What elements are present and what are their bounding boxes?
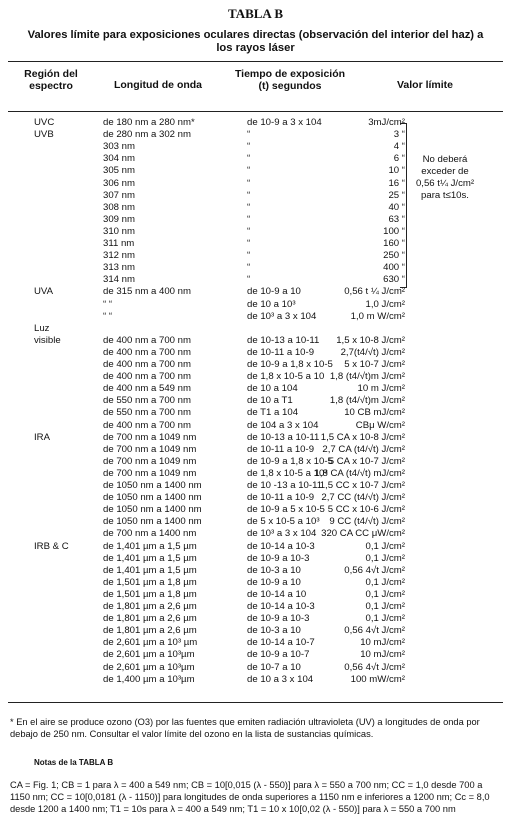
wavelength-cell: de 700 nm a 1049 nm — [103, 443, 197, 455]
table-row — [0, 541, 511, 552]
table-subtitle: Valores límite para exposiciones oculares directas (observación del interior del haz) a los rayos láser — [27, 29, 484, 54]
wavelength-cell: de 1050 nm a 1400 nm — [103, 504, 202, 516]
region-cell: UVA — [34, 286, 54, 298]
wavelength-cell: de 700 nm a 1049 nm — [103, 455, 197, 467]
table-row — [0, 577, 511, 588]
time-cell: de 10-7 a 10 — [247, 661, 301, 673]
value-cell: 40 “ — [388, 201, 405, 213]
value-cell: 10 mJ/cm² — [360, 649, 405, 661]
table-row — [0, 444, 511, 455]
table-row — [0, 214, 511, 225]
value-cell: 0,1 J/cm² — [365, 613, 405, 625]
region-cell: visible — [34, 334, 61, 346]
value-cell: 0,1 J/cm² — [365, 576, 405, 588]
table-row — [0, 238, 511, 249]
value-cell: 3 “ — [393, 129, 405, 141]
wavelength-cell: de 2,601 µm a 10³µm — [103, 661, 195, 673]
time-cell: de 10-9 a 10 — [247, 286, 301, 298]
notes-title: Notas de la TABLA B — [34, 758, 114, 767]
wavelength-cell: 307 nm — [103, 189, 135, 201]
value-cell: 1,0 J/cm² — [365, 298, 405, 310]
time-cell: “ — [247, 225, 251, 237]
time-cell: de 10-9 a 10-3 — [247, 552, 310, 564]
header-top-rule — [8, 61, 503, 62]
wavelength-cell: de 400 nm a 700 nm — [103, 419, 192, 431]
wavelength-cell: “ “ — [103, 298, 113, 310]
time-cell: de 10-13 a 10-11 — [247, 431, 320, 443]
value-cell: 0,56 4√t J/cm² — [344, 661, 405, 673]
wavelength-cell: de 700 nm a 1049 nm — [103, 467, 197, 479]
time-cell: de 10-9 a 10 — [247, 576, 301, 588]
table-row — [0, 335, 511, 346]
table-row — [0, 347, 511, 358]
table-row — [0, 674, 511, 685]
value-cell: 10 “ — [388, 165, 405, 177]
header-value: Valor límite — [396, 79, 454, 91]
table-row — [0, 601, 511, 612]
time-cell: de 1,8 x 10-5 a 10³ — [247, 467, 328, 479]
table-row — [0, 589, 511, 600]
value-cell: 0,1 J/cm² — [365, 601, 405, 612]
time-cell: de 10-14 a 10-3 — [247, 540, 315, 552]
value-cell: 10 m J/cm² — [357, 383, 405, 395]
wavelength-cell: de 550 nm a 700 nm — [103, 395, 192, 407]
time-cell: “ — [247, 201, 251, 213]
table-row — [0, 226, 511, 237]
header-time: Tiempo de exposición (t) segundos — [234, 68, 346, 92]
wavelength-cell: 306 nm — [103, 177, 135, 189]
uvb-bracket — [400, 123, 407, 288]
wavelength-cell: 309 nm — [103, 213, 135, 225]
region-cell: UVC — [34, 117, 55, 128]
table-row — [0, 565, 511, 576]
time-cell: de 10 a 3 x 104 — [247, 673, 314, 685]
time-cell: de 10-3 a 10 — [247, 564, 301, 576]
table-title: TABLA B — [227, 6, 284, 21]
time-cell: de 10-9 a 5 x 10-5 — [247, 504, 325, 516]
time-cell: “ — [247, 129, 251, 141]
value-cell: 1,5 CC x 10-7 J/cm² — [319, 480, 405, 491]
time-cell: de 10-13 a 10-11 — [247, 334, 320, 346]
time-cell: “ — [247, 189, 251, 201]
value-cell: 0,56 4√t J/cm² — [344, 625, 405, 637]
time-cell: de 10-14 a 10 — [247, 588, 307, 600]
value-cell: 0,1 J/cm² — [365, 552, 405, 564]
value-cell: 400 “ — [383, 262, 405, 274]
table-row — [0, 129, 511, 140]
value-cell: 10 mJ/cm² — [360, 637, 405, 649]
table-row — [0, 553, 511, 564]
wavelength-cell: de 700 nm a 1400 nm — [103, 528, 197, 540]
time-cell: “ — [247, 165, 251, 177]
time-cell: de 5 x 10-5 a 10³ — [247, 516, 320, 528]
time-cell: de 10-11 a 10-9 — [247, 346, 315, 358]
table-row — [0, 662, 511, 673]
value-cell: 5 CA x 10-7 J/cm² — [328, 455, 405, 467]
value-cell: 5 CC x 10-6 J/cm² — [327, 504, 405, 516]
time-cell: de T1 a 104 — [247, 407, 299, 419]
wavelength-cell: de 1,400 µm a 10³µm — [103, 673, 195, 685]
wavelength-cell: de 400 nm a 700 nm — [103, 359, 192, 370]
wavelength-cell: 314 nm — [103, 274, 135, 286]
value-cell: 10 CB mJ/cm² — [344, 407, 405, 419]
wavelength-cell: de 1,801 µm a 2,6 µm — [103, 625, 197, 637]
table-row — [0, 456, 511, 467]
table-notes: CA = Fig. 1; CB = 1 para λ = 400 a 549 nm; CB = 10[0,015 (λ - 550)] para λ = 550 a 700 nm; CC = 1,0 desde 700 a 1150 nm; CC = 10[0,0181 (λ - 1150)] para longitudes de onda superiores a 1150 nm e inferiores a 1200 nm; Cc = 8,0 desde 1200 a 1400 nm; T1 = 10s para λ = 400 a 549 nm; T1 = 10 x 10[0,02 (λ - 550)] para λ = 550 a 700 nm — [10, 780, 490, 814]
table-row — [0, 468, 511, 479]
value-cell: 100 “ — [383, 225, 405, 237]
wavelength-cell: 312 nm — [103, 250, 135, 262]
table-bottom-rule — [8, 702, 503, 703]
table-row — [0, 613, 511, 624]
time-cell: “ — [247, 141, 251, 153]
wavelength-cell: de 400 nm a 700 nm — [103, 346, 192, 358]
wavelength-cell: de 1,401 µm a 1,5 µm — [103, 552, 197, 564]
table-row — [0, 202, 511, 213]
table-row — [0, 286, 511, 297]
value-cell: 25 “ — [388, 189, 405, 201]
time-cell: de 10-3 a 10 — [247, 625, 301, 637]
wavelength-cell: 303 nm — [103, 141, 135, 153]
time-cell: de 1,8 x 10-5 a 10 — [247, 371, 325, 383]
table-row — [0, 274, 511, 285]
wavelength-cell: de 1,501 µm a 1,8 µm — [103, 576, 197, 588]
value-cell: 16 “ — [388, 177, 405, 189]
value-cell: 2,7 CA (t4/√t) J/cm² — [322, 443, 405, 455]
region-cell: IRB & C — [34, 540, 69, 552]
value-cell: 63 “ — [388, 213, 405, 225]
region-cell: IRA — [34, 431, 50, 443]
wavelength-cell: 305 nm — [103, 165, 135, 177]
time-cell: “ — [247, 153, 251, 165]
table-row — [0, 504, 511, 515]
table-row — [0, 311, 511, 322]
value-cell: 3mJ/cm² — [368, 117, 405, 128]
wavelength-cell: de 1,401 µm a 1,5 µm — [103, 564, 197, 576]
value-cell: 6 “ — [393, 153, 405, 165]
value-cell: 1,5 CA x 10-8 J/cm² — [320, 431, 405, 443]
time-cell: de 10³ a 3 x 104 — [247, 310, 317, 322]
time-cell: de 10-9 a 1,8 x 10-5 — [247, 359, 333, 370]
table-row — [0, 323, 511, 334]
header-wavelength: Longitud de onda — [113, 79, 203, 91]
time-cell: de 10-9 a 10-7 — [247, 649, 310, 661]
value-cell: 9 CC (t4/√t) J/cm² — [329, 516, 405, 528]
value-cell: 320 CA CC μW/cm² — [321, 528, 405, 540]
wavelength-cell: de 700 nm a 1049 nm — [103, 431, 197, 443]
table-row — [0, 407, 511, 418]
time-cell: de 10 a T1 — [247, 395, 293, 407]
value-cell: 0,1 J/cm² — [365, 588, 405, 600]
table-row — [0, 637, 511, 648]
table-row — [0, 516, 511, 527]
time-cell: de 10-14 a 10-7 — [247, 637, 315, 649]
wavelength-cell: 311 nm — [103, 238, 135, 249]
table-row — [0, 359, 511, 370]
time-cell: de 10³ a 3 x 104 — [247, 528, 317, 540]
wavelength-cell: “ “ — [103, 310, 113, 322]
time-cell: de 10 -13 a 10-11 — [247, 480, 323, 491]
region-cell: Luz — [34, 322, 50, 334]
table-row — [0, 432, 511, 443]
wavelength-cell: 304 nm — [103, 153, 135, 165]
value-cell: CBμ W/cm² — [355, 419, 405, 431]
value-cell: 160 “ — [383, 238, 405, 249]
wavelength-cell: de 1,801 µm a 2,6 µm — [103, 601, 197, 612]
time-cell: de 10-9 a 3 x 104 — [247, 117, 322, 128]
wavelength-cell: de 1,801 µm a 2,6 µm — [103, 613, 197, 625]
wavelength-cell: 313 nm — [103, 262, 135, 274]
wavelength-cell: de 400 nm a 549 nm — [103, 383, 192, 395]
time-cell: de 10-9 a 1,8 x 10-5 — [247, 455, 333, 467]
table-row — [0, 371, 511, 382]
header-bottom-rule — [8, 111, 503, 112]
time-cell: de 10-11 a 10-9 — [247, 492, 315, 504]
wavelength-cell: de 550 nm a 700 nm — [103, 407, 192, 419]
value-cell: 1,8 (t4/√t)m J/cm² — [329, 395, 405, 407]
region-cell: UVB — [34, 129, 54, 141]
wavelength-cell: de 1,401 µm a 1,5 µm — [103, 540, 197, 552]
wavelength-cell: de 1050 nm a 1400 nm — [103, 516, 202, 528]
time-cell: de 10-9 a 10-3 — [247, 613, 310, 625]
wavelength-cell: de 2,601 µm a 10³µm — [103, 649, 195, 661]
value-cell: 2,7(t4/√t) J/cm² — [340, 346, 405, 358]
wavelength-cell: de 1050 nm a 1400 nm — [103, 492, 202, 504]
value-cell: 1,8 CA (t4/√t) mJ/cm² — [314, 467, 405, 479]
table-row — [0, 383, 511, 394]
table-row — [0, 299, 511, 310]
wavelength-cell: de 400 nm a 700 nm — [103, 334, 192, 346]
time-cell: “ — [247, 238, 251, 249]
table-row — [0, 625, 511, 636]
time-cell: “ — [247, 274, 251, 286]
ozone-footnote: * En el aire se produce ozono (O3) por las fuentes que emiten radiación ultravioleta (UV) a longitudes de onda por debajo de 250 nm. Consultar el valor límite del ozono en la lista de sustancias químicas. — [10, 717, 480, 739]
table-row — [0, 492, 511, 503]
table-row — [0, 480, 511, 491]
time-cell: de 10 a 104 — [247, 383, 298, 395]
table-row — [0, 117, 511, 128]
value-cell: 1,8 (t4/√t)m J/cm² — [329, 371, 405, 383]
value-cell: 1,0 m W/cm² — [350, 310, 405, 322]
time-cell: “ — [247, 213, 251, 225]
time-cell: de 10-14 a 10-3 — [247, 601, 315, 612]
wavelength-cell: de 1,501 µm a 1,8 µm — [103, 588, 197, 600]
time-cell: de 104 a 3 x 104 — [247, 419, 319, 431]
value-cell: 250 “ — [383, 250, 405, 262]
time-cell: de 10-11 a 10-9 — [247, 443, 315, 455]
wavelength-cell: 310 nm — [103, 225, 135, 237]
uvb-limit-note: No deberá exceder de 0,56 t¼ J/cm² para t≤10s. — [415, 154, 475, 201]
value-cell: 5 x 10-7 J/cm² — [344, 359, 405, 370]
table-row — [0, 262, 511, 273]
table-row — [0, 141, 511, 152]
value-cell: 4 “ — [393, 141, 405, 153]
value-cell: 100 mW/cm² — [350, 673, 405, 685]
table-row — [0, 649, 511, 660]
time-cell: “ — [247, 262, 251, 274]
table-row — [0, 420, 511, 431]
table-row — [0, 250, 511, 261]
wavelength-cell: de 400 nm a 700 nm — [103, 371, 192, 383]
wavelength-cell: de 315 nm a 400 nm — [103, 286, 192, 298]
wavelength-cell: 308 nm — [103, 201, 135, 213]
value-cell: 630 “ — [383, 274, 405, 286]
value-cell: 1,5 x 10-8 J/cm² — [336, 334, 405, 346]
table-row — [0, 528, 511, 539]
header-region: Región del espectro — [24, 68, 78, 92]
wavelength-cell: de 180 nm a 280 nm* — [103, 117, 195, 128]
table-row — [0, 395, 511, 406]
time-cell: “ — [247, 250, 251, 262]
value-cell: 0,56 4√t J/cm² — [344, 564, 405, 576]
wavelength-cell: de 280 nm a 302 nm — [103, 129, 192, 141]
wavelength-cell: de 1050 nm a 1400 nm — [103, 480, 202, 491]
time-cell: “ — [247, 177, 251, 189]
value-cell: 0,1 J/cm² — [365, 540, 405, 552]
value-cell: 0,56 t ¼ J/cm² — [344, 286, 405, 298]
time-cell: de 10 a 10³ — [247, 298, 296, 310]
wavelength-cell: de 2,601 µm a 10³ µm — [103, 637, 198, 649]
value-cell: 2,7 CC (t4/√t) J/cm² — [321, 492, 405, 504]
